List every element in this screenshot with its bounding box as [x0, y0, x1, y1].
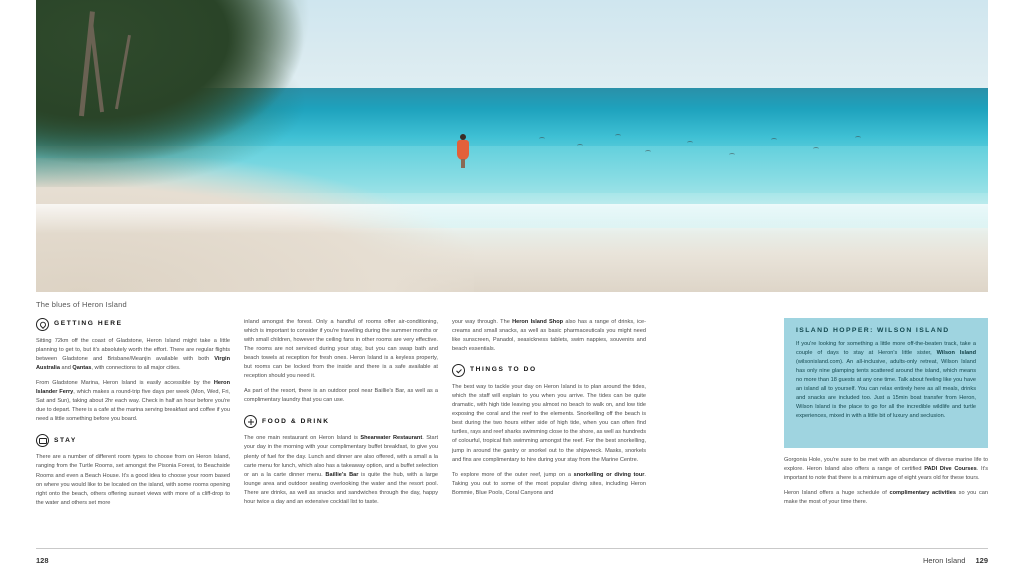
column-1	[36, 318, 230, 533]
photo-tree-canopy	[36, 0, 341, 187]
bird-icon	[539, 137, 545, 141]
section-label: STAY	[54, 436, 77, 444]
sidebar-body: If you're looking for something a little more off-the-beaten track, take a couple of days to stay at Heron's little sister, Wilson Island (wilsonisland.com). An all-inclusive, adults-only retreat, Wilson Island has only nine glamping tents scattered around the island, which means no more than 18 guests at any one time. Talk about feeling like you have an island all to yourself. You can relax entirely here as all meals, drinks and snacks are included too. Just a 15min boat transfer from Heron, Wilson Island is the place to go for all the incredible wildlife and turtle experiences, mixed in with a little bit of luxury and seclusion.	[796, 341, 976, 420]
section-label: THINGS TO DO	[470, 366, 537, 374]
bird-icon	[645, 150, 651, 154]
sidebar-title: ISLAND HOPPER: WILSON ISLAND	[796, 327, 950, 334]
paragraph: There are a number of different room types to choose from on Heron Island, ranging from the Turtle Rooms, set amongst the Pisonia Forest, to Beachside Rooms and even a Beach House. It's a good idea to choose your room based on where you would like to be located on the island, with some rooms opening right onto the beach, others offering sunset views with more of a cliff-drop to the water and others set more	[36, 454, 230, 506]
bird-icon	[615, 134, 621, 138]
page-footer-right	[923, 556, 988, 565]
location-pin-icon	[36, 318, 49, 331]
running-title: Heron Island	[922, 556, 966, 565]
sidebar-island-hopper	[784, 318, 988, 448]
photo-person-legs	[461, 159, 465, 168]
fork-knife-icon	[244, 415, 257, 428]
hero-photo	[36, 0, 988, 292]
photo-person-walking	[457, 134, 469, 168]
paragraph: As part of the resort, there is an outdoor pool near Baillie's Bar, as well as a complimentary laundry that you can use.	[244, 388, 438, 404]
bird-icon	[813, 147, 819, 151]
bird-icon	[577, 144, 583, 148]
paragraph: From Gladstone Marina, Heron Island is easily accessible by the Heron Islander Ferry, which makes a round-trip five days per week (Mon, Wed, Fri, Sat and Sun), taking about 2hr each way. Check in half an hour before you're due to depart. There is a cafe at the marina serving breakfast and coffee if you need a little something before you board.	[36, 380, 230, 423]
photo-tree-trunk	[115, 35, 131, 109]
footer-divider	[36, 548, 988, 549]
bird-icon	[687, 141, 693, 145]
photo-waterline	[36, 204, 988, 233]
sidebar-content	[784, 318, 988, 431]
photo-person-dress	[457, 140, 469, 160]
paragraph: Gorgonia Hole, you're sure to be met with an abundance of diverse marine life to explore. Heron Island also offers a range of certified PADI Dive Courses. It's important to note that there is a minimum age of eight years old for these tours.	[784, 457, 988, 482]
paragraph: The best way to tackle your day on Heron Island is to plan around the tides, which the staff will explain to you when you arrive. The tides can be quite dramatic, with high tide leaving you almost no beach to walk on, and low tide exposing the coral and the reef to the elements. Snorkelling off the beach is best during the two hours either side of high tide, when you can often find turtles, rays and reef sharks swimming close to the shore, as well as hundreds of colourful, tropical fish swimming amongst the reef. For the best snorkelling, jump in around the gantry or snorkel out to the shipwreck. Masks, snorkels and fins are complimentary to hire during your stay from the Marine Centre.	[452, 384, 646, 463]
column-3	[452, 318, 646, 533]
bird-icon	[855, 136, 861, 140]
bird-icon	[729, 153, 735, 157]
page-number-left: 128	[36, 556, 49, 565]
section-heading-stay	[36, 434, 230, 447]
section-label: FOOD & DRINK	[262, 417, 330, 425]
paragraph: To explore more of the outer reef, jump on a snorkelling or diving tour. Taking you out to some of the most popular diving sites, including Heron Bommie, Blue Pools, Coral Canyons and	[452, 471, 646, 496]
paragraph: Sitting 72km off the coast of Gladstone, Heron Island might take a little planning to get to, but it's absolutely worth the effort. There are regular flights between Gladstone and Brisbane/Meanjin available with both Virgin Australia and Qantas, with connections to all major cities.	[36, 338, 230, 372]
paragraph: Heron Island offers a huge schedule of complimentary activities so you can make the most of your time there.	[784, 490, 988, 506]
section-heading-things-to-do	[452, 364, 646, 377]
page-number-right: 129	[975, 556, 988, 565]
column-2	[244, 318, 438, 533]
photo-birds	[531, 128, 912, 175]
paragraph: your way through. The Heron Island Shop also has a range of drinks, ice-creams and small snacks, as well as basic pharmaceuticals you might need like sunscreen, Panadol, seasickness tablets, swim nappies, souvenirs and beach essentials.	[452, 319, 647, 353]
photo-tree-trunk	[89, 23, 104, 113]
check-circle-icon	[452, 364, 465, 377]
photo-caption: The blues of Heron Island	[36, 300, 127, 309]
paragraph: inland amongst the forest. Only a handful of rooms offer air-conditioning, which is important to consider if you're travelling during the summer months or with small children, however the ceiling fans in other rooms are very effective. The rooms are not serviced during your stay, but you can swap bath and beach towels at reception for fresh ones. Heron Island is a keyless property, but rooms can be locked from the inside and there is a safe available at reception should you need it.	[244, 319, 438, 380]
bird-icon	[771, 138, 777, 142]
section-label: GETTING HERE	[54, 320, 123, 328]
bed-icon	[36, 434, 49, 447]
section-heading-getting-here	[36, 318, 230, 331]
column-4-continued	[784, 456, 988, 513]
section-heading-food-drink	[244, 415, 438, 428]
paragraph: The one main restaurant on Heron Island is Shearwater Restaurant. Start your day in the morning with your complimentary buffet breakfast, to give you plenty of fuel for the day. Lunch and dinner are also offered, with a small a la carte menu for lunch, which also has a takeaway option, and a buffet selection or an a la carte dinner menu. Baillie's Bar is quite the hub, with a large lounge area and outdoor seating overlooking the water and the resort pool. There are drinks, as well as snacks and sandwiches through the day, happy hour twice a day and an extensive cocktail list to taste.	[244, 435, 439, 505]
